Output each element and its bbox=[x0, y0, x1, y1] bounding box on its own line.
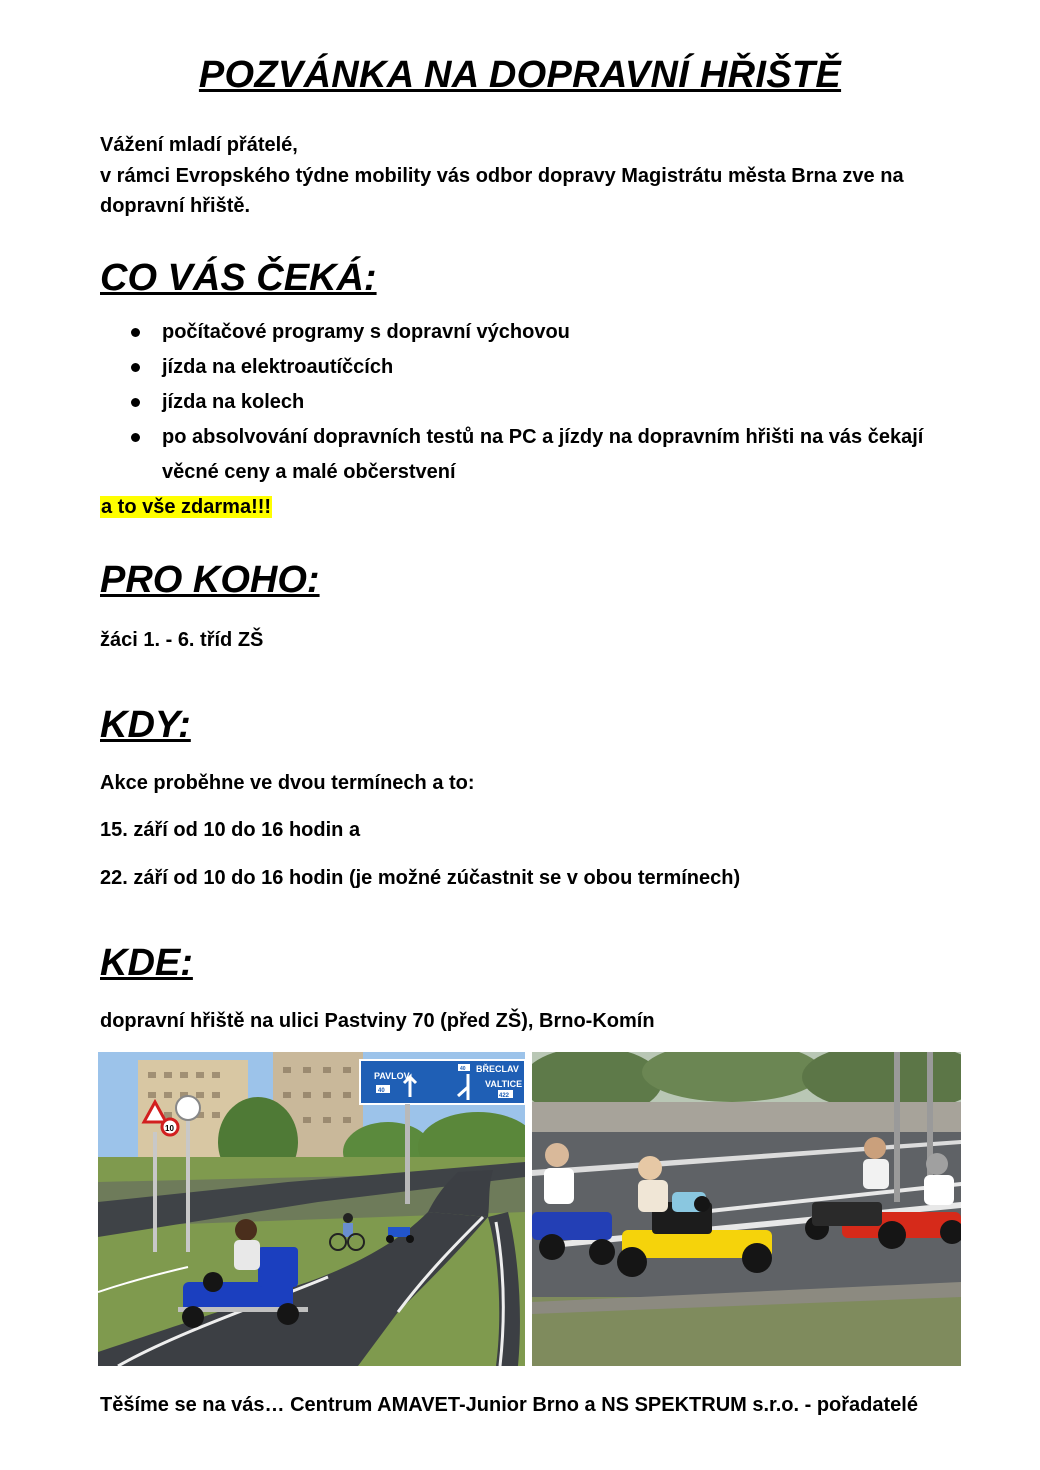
bullet-icon bbox=[131, 363, 140, 372]
heading-what-awaits: CO VÁS ČEKÁ: bbox=[100, 257, 377, 299]
bullet-icon bbox=[131, 433, 140, 442]
sign-text-road-number-3: 422 bbox=[499, 1093, 510, 1099]
intro-text-line2: dopravní hřiště. bbox=[100, 195, 251, 217]
when-intro: Akce proběhne ve dvou termínech a to: bbox=[100, 772, 475, 794]
free-highlight: a to vše zdarma!!! bbox=[101, 496, 272, 518]
photo-playground-road bbox=[98, 1052, 525, 1366]
list-item: po absolvování dopravních testů na PC a jízdy na dopravním hřišti na vás čekají věcné ceny a malé občerstvení bbox=[100, 420, 980, 490]
list-item: počítačové programy s dopravní výchovou bbox=[100, 315, 980, 350]
bullet-icon bbox=[131, 328, 140, 337]
sign-text-road-number-1: 40 bbox=[378, 1088, 385, 1094]
intro-text-line1: v rámci Evropského týdne mobility vás odbor dopravy Magistrátu města Brna zve na bbox=[100, 165, 904, 187]
sign-text-valtice: VALTICE bbox=[485, 1079, 523, 1089]
playground-road-image bbox=[98, 1052, 525, 1366]
sign-text-road-number-2: 40 bbox=[460, 1066, 466, 1072]
page-title: POZVÁNKA NA DOPRAVNÍ HŘIŠTĚ bbox=[198, 54, 842, 96]
heading-for-whom: PRO KOHO: bbox=[100, 559, 320, 601]
target-group-text: žáci 1. - 6. tříd ZŠ bbox=[100, 629, 264, 651]
date-first: 15. září od 10 do 16 hodin a bbox=[100, 819, 361, 841]
intro-greeting: Vážení mladí přátelé, bbox=[100, 134, 298, 156]
date-second: 22. září od 10 do 16 hodin (je možné zúčastnit se v obou termínech) bbox=[100, 867, 741, 889]
location-text: dopravní hřiště na ulici Pastviny 70 (před ZŠ), Brno-Komín bbox=[100, 1010, 655, 1032]
heading-where: KDE: bbox=[100, 942, 193, 984]
bullet-icon bbox=[131, 398, 140, 407]
sign-text-breclav: BŘECLAV bbox=[476, 1064, 519, 1074]
children-karts-image bbox=[532, 1052, 961, 1366]
speed-sign-text: 10 bbox=[165, 1124, 174, 1133]
heading-when: KDY: bbox=[100, 704, 191, 746]
list-item: jízda na elektroautíčcích bbox=[100, 350, 980, 385]
list-item: jízda na kolech bbox=[100, 385, 980, 420]
activities-list bbox=[100, 315, 980, 490]
sign-text-pavlov: PAVLOV bbox=[374, 1071, 410, 1081]
footer-text: Těšíme se na vás… Centrum AMAVET-Junior Brno a NS SPEKTRUM s.r.o. - pořadatelé bbox=[100, 1394, 918, 1416]
photo-children-karts bbox=[532, 1052, 961, 1366]
